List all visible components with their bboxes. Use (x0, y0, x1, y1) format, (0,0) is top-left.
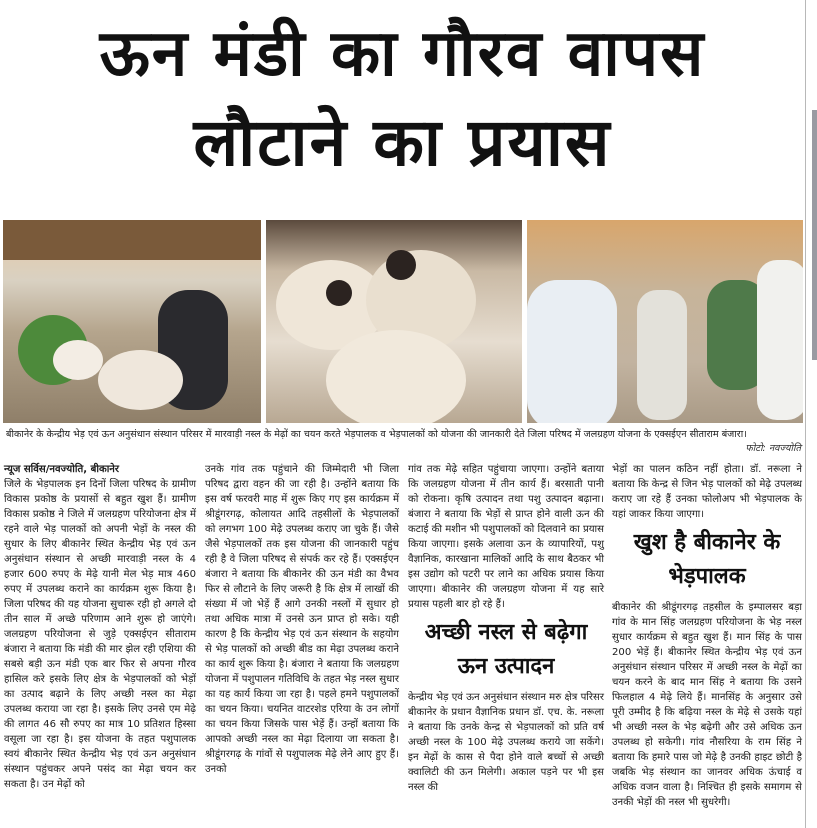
photo-right-person-center (637, 290, 687, 420)
article-column-3 (408, 462, 604, 795)
column-2-text: उनके गांव तक पहुंचाने की जिम्मेदारी भी जिला परिषद द्वारा वहन की जा रही है। उन्होंने बताया कि इस वर्ष फरवरी माह में शुरू किए गए इस कार्यक्रम में श्रीडूंगरगढ़, कोलायत आदि तहसीलों के भेड़पालकों को लगभग 100 मेढ़े उपलब्ध कराए जा चुके हैं। जैसे जैसे भेड़पालकों तक इस योजना की जानकारी पहुंच रही है वे जिला परिषद से संपर्क कर रहे हैं। एक्सईएन बंजारा ने बताया कि बीकानेर की ऊन मंडी का वैभव फिर से लौटाने के लिए जरूरी है कि क्षेत्र में लाखों की संख्या में जो भेड़ें हैं आगे उनकी नस्लों में सुधार हो तथा अधिक मात्रा में उनसे ऊन प्राप्त हो सके। यही कारण है कि केन्द्रीय भेड़ एवं ऊन संस्थान के सहयोग से भेड़ पालकों को अच्छी बीड का मेढ़ा उपलब्ध कराने का कार्य शुरू किया है। बंजारा ने बताया कि जलग्रहण योजना में पशुपालन गतिविधि के तहत भेड़ नस्ल सुधार का यह कार्य किया जा रहा है। पहले हमने पशुपालकों का चयन किया। चयनित वाटरशेड एरिया के उन लोगों का चयन किया जिसके पास भेड़ें हैं। उन्हों बताया कि आपको अच्छी नस्ल का मेढ़ा दिलाया जा सकता है। श्रीडूंगरगढ़ के गांवों से पशुपालक मेढ़े लेने आए हुए हैं। उनको (205, 464, 399, 775)
photo-left-roof (3, 220, 261, 260)
photo-credit: फोटो: नवज्योति (745, 443, 801, 454)
headline-line-2: लौटाने का प्रयास (193, 104, 612, 181)
article-column-1 (4, 462, 196, 792)
photo-left (3, 220, 261, 423)
column-1-text: जिले के भेड़पालक इन दिनों जिला परिषद के ग्रामीण विकास प्रकोष्ठ के प्रयासों से बहुत खुश हैं। ग्रामीण विकास प्रकोष्ठ ने जिले में जलग्रहण परियोजना क्षेत्र में रहने वाले भेड़ पालकों को अपनी भेड़ों के नस्ल की सुधार के लिए बीकानेर स्थित केन्द्रीय भेड़ एवं ऊन अनुसंधान संस्थान से अच्छी मारवाड़ी नस्ल के 4 हजार 600 रुपए के मेढ़े यानी मेल भेड़ मात्र 460 रुपए में उपलब्ध कराने का कार्यक्रम शुरू किया है। जिला परिषद की यह योजना सुचारू रही हो अगले दो तीन साल में अच्छे परिणाम आने शुरू हो जाएंगे। जलग्रहण परियोजना से जुड़े एक्सईएन सीताराम बंजारा ने बताया कि मंडी की मार झेल रही एशिया की सबसे बड़ी ऊन मंडी एक बार फिर से अपना गौरव हासिल करे इसके लिए क्षेत्र के भेड़पालकों को भेड़ों का उत्पाद बढ़ाने के लिए अच्छी नस्ल का मेढ़ा उपलब्ध कराया जा रहा है। इसके लिए उनसे एम मेढ़े की लागत 46 सौ रुपए का मात्र 10 प्रतिशत हिस्सा वसूला जा रहा है। इस योजना के तहत पशुपालक स्वयं बीकानेर स्थित केन्द्रीय भेड़ एवं ऊन अनुसंधान संस्थान पहुंचकर अपने पसंद का मेढ़ा चयन कर सकता है। उन मेढ़ों को (4, 479, 196, 790)
column-4-bottom-text: बीकानेर की श्रीडूंगरगढ़ तहसील के इम्पालसर बड़ा गांव के मान सिंह जलग्रहण परियोजना के भेड़ नस्ल सुधार कार्यक्रम से बहुत खुश हैं। मान सिंह के पास 200 भेड़ें हैं। बीकानेर स्थित केन्द्रीय भेड़ एवं ऊन अनुसंधान संस्थान परिसर में अच्छी नस्ल के मेढ़ों का चयन करने के बाद मान सिंह ने बताया कि उसने फिलहाल 4 मेढ़े लिये हैं। मानसिंह के अनुसार उसे पूरी उम्मीद है कि बढ़िया नस्ल के मेढ़े से उसके यहां भी अच्छी नस्ल के भेड़ बढ़ेगी और उसे अधिक ऊन उपलब्ध हो सकेगी। गांव नौसरिया के राम सिंह ने बताया कि हमारे पास जो मेढ़े है उनकी हाइट छोटी है जबकि भेड़ संस्थान का जानवर अधिक ऊंचाई व अधिक वजन वाला है। निश्चित ही इसके समागम से उनकी भेड़ों की नस्ल भी सुधरेगी। (612, 602, 802, 808)
photo-right (527, 220, 803, 423)
dateline: न्यूज सर्विस/नवज्योति, बीकानेर (4, 464, 120, 475)
photo-center (266, 220, 522, 423)
subheading-happy-shepherds: खुश है बीकानेर के भेड़पालक (633, 530, 781, 589)
article-column-2 (205, 462, 399, 777)
photo-left-sheep-2 (53, 340, 103, 380)
subheading-better-breed: अच्छी नस्ल से बढ़ेगा ऊन उत्पादन (424, 620, 588, 679)
photo-left-sheep (98, 350, 183, 410)
column-3-bottom-text: केन्द्रीय भेड़ एवं ऊन अनुसंधान संस्थान मरु क्षेत्र परिसर बीकानेर के प्रधान वैज्ञानिक प्रधान डॉ. एच. के. नरूला ने बताया कि उनके केन्द्र से भेड़पालकों को प्रति वर्ष अच्छी नस्ल के 100 मेढ़े उपलब्ध कराये जा सकेंगे। इन मेढ़ों के कास से पैदा होने वाले बच्चों से अच्छी क्वालिटी की ऊन मिलेगी। अकाल पड़ने पर भी इस नस्ल की (408, 692, 604, 793)
column-4-top-text: भेड़ों का पालन कठिन नहीं होता। डॉ. नरूला ने बताया कि केन्द्र से जिन भेड़ पालकों को मेढ़े उपलब्ध कराए जा रहे हैं उनका फोलोअप भी भेड़पालक के यहां जाकर किया जाएगा। (612, 464, 802, 520)
column-3-top-text: गांव तक मेढ़े सहित पहुंचाया जाएगा। उन्होंने बताया कि जलग्रहण योजना में तीन कार्य हैं। बरसाती पानी को रोकना। कृषि उत्पादन तथा पशु उत्पादन बढ़ाना। बंजारा ने बताया कि भेड़ों से प्राप्त होने वाली ऊन की कटाई की मशीन भी पशुपालकों को दिलवाने का प्रयास किया जाएगा। इसके अलावा ऊन के व्यापारियों, पशु वैज्ञानिक, कारखाना मालिकों आदि के साथ बैठकर भी इस उद्योग को पटरी पर लाने का अधिक प्रयास किया जाएगा। बीकानेर की जलग्रहण योजना में यह सारे प्रयास पहली बार हो रहे हैं। (408, 464, 604, 610)
photo-right-person-white-2 (757, 260, 803, 420)
photo-right-person-white (527, 280, 617, 423)
adjacent-page-edge (812, 110, 817, 360)
article-column-4 (612, 462, 802, 810)
right-margin-rule (805, 0, 806, 828)
headline-line-1: ऊन मंडी का गौरव वापस (99, 17, 706, 91)
photo-center-sheep-head-2 (326, 280, 352, 306)
photo-center-sheep-3 (326, 330, 466, 423)
photo-center-sheep-head (386, 250, 416, 280)
photo-caption: बीकानेर के केन्द्रीय भेड़ एवं ऊन अनुसंधान संस्थान परिसर में मारवाड़ी नस्ल के मेढ़ों का चयन करते भेड़पालक व भेड़पालकों को योजना की जानकारी देते जिला परिषद में जलग्रहण योजना के एक्सईएन सीताराम बंजारा। (6, 429, 747, 440)
